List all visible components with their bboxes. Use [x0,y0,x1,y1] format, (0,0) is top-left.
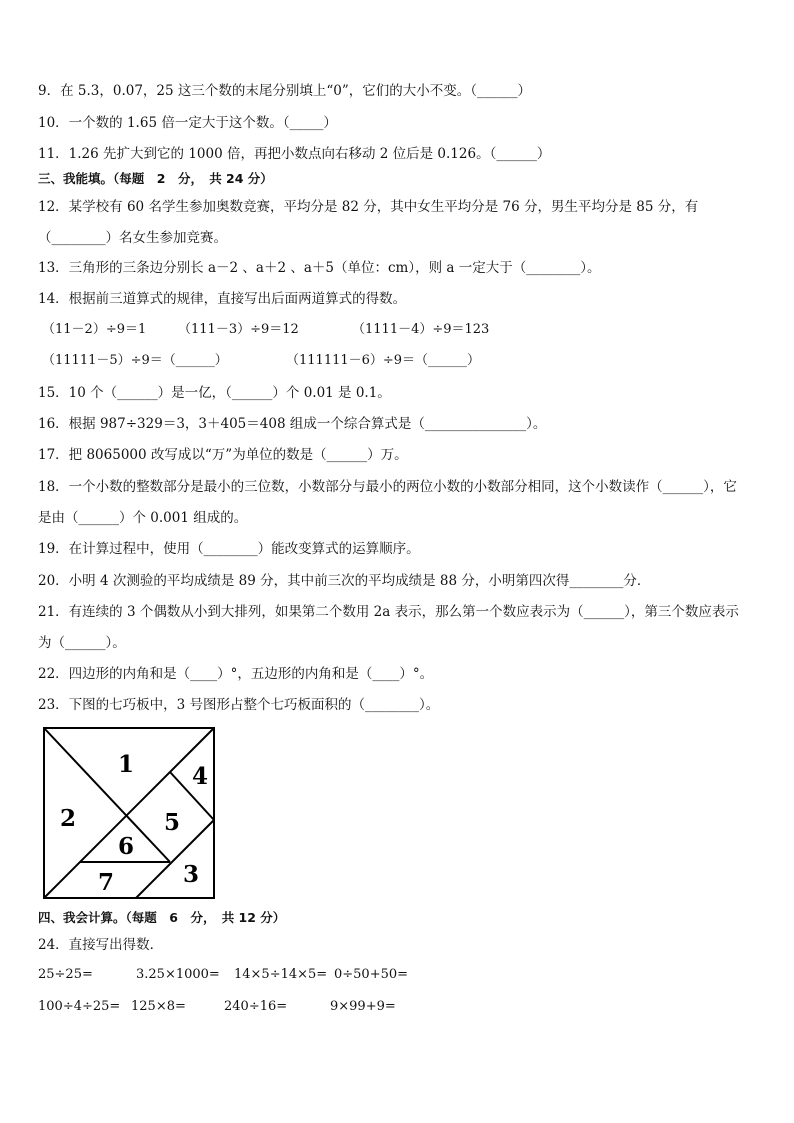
question-24: 24．直接写出得数． [38,937,164,953]
calc-item: 9×99+9= [330,999,396,1014]
question-18-line-1: 18．一个小数的整数部分是最小的三位数，小数部分与最小的两位小数的小数部分相同，这个小数读作（______），它 [38,479,737,495]
question-16: 16．根据 987÷329＝3，3＋405＝408 组成一个综合算式是（_______________）。 [38,416,547,432]
tangram-label-5: 5 [164,809,181,836]
question-17: 17．把 8065000 改写成以“万”为单位的数是（______）万。 [38,447,408,463]
tangram-label-2: 2 [60,805,77,832]
question-12-line-2: （________）名女生参加竞赛。 [38,230,227,246]
question-12-line-1: 12．某学校有 60 名学生参加奥数竞赛，平均分是 82 分，其中女生平均分是 76 分，男生平均分是 85 分，有 [38,199,699,215]
question-11: 11．1.26 先扩大到它的 1000 倍，再把小数点向右移动 2 位后是 0.126。（______） [38,146,551,162]
question-21-line-1: 21．有连续的 3 个偶数从小到大排列，如果第二个数用 2a 表示，那么第一个数应表示为（______），第三个数应表示 [38,604,739,620]
question-14-eq-a: （11－2）÷9＝1 [42,322,147,337]
tangram-diagonal-main [44,728,170,862]
calc-item: 3.25×1000= [136,967,220,982]
question-19: 19．在计算过程中，使用（________）能改变算式的运算顺序。 [38,541,420,557]
calc-item: 14×5÷14×5= [234,967,328,982]
question-18-line-2: 是由（______）个 0.001 组成的。 [38,510,248,526]
question-15: 15．10 个（______）是一亿，（______）个 0.01 是 0.1。 [38,385,391,401]
question-9: 9．在 5.3，0.07，25 这三个数的末尾分别填上“0”，它们的大小不变。（______） [38,83,532,99]
question-21-line-2: 为（______）。 [38,635,126,651]
tangram-label-3: 3 [183,861,200,888]
section-3-heading: 三、我能填。（每题 2 分， 共 24 分） [38,171,273,186]
tangram-label-4: 4 [192,763,209,790]
calc-item: 25÷25= [38,967,93,982]
question-10: 10．一个数的 1.65 倍一定大于这个数。（_____） [38,115,337,131]
question-14-eq-d: （11111－5）÷9＝（______） [42,353,228,368]
question-14-eq-b: （111－3）÷9＝12 [178,322,299,337]
tangram-figure [42,726,216,900]
calc-item: 0÷50+50= [334,967,409,982]
question-13: 13．三角形的三条边分别长 a－2 、a＋2 、a＋5（单位：cm），则 a 一定大于（________）。 [38,260,601,276]
tangram-label-7: 7 [98,869,115,896]
question-14-eq-e: （111111－6）÷9＝（______） [286,353,481,368]
calc-item: 240÷16= [224,999,288,1014]
question-20: 20．小明 4 次测验的平均成绩是 89 分，其中前三次的平均成绩是 88 分，小明第四次得________分． [38,573,651,589]
question-23: 23．下图的七巧板中，3 号图形占整个七巧板面积的（________）。 [38,697,440,713]
calc-item: 100÷4÷25= [38,999,121,1014]
question-14: 14．根据前三道算式的规律，直接写出后面两道算式的得数。 [38,291,407,307]
question-22: 22．四边形的内角和是（____）°，五边形的内角和是（____）°。 [38,666,434,682]
tangram-label-6: 6 [118,833,135,860]
tangram-label-1: 1 [118,751,135,778]
section-4-heading: 四、我会计算。（每题 6 分， 共 12 分） [38,910,286,925]
question-14-eq-c: （1111－4）÷9＝123 [352,322,490,337]
calc-item: 125×8= [131,999,186,1014]
